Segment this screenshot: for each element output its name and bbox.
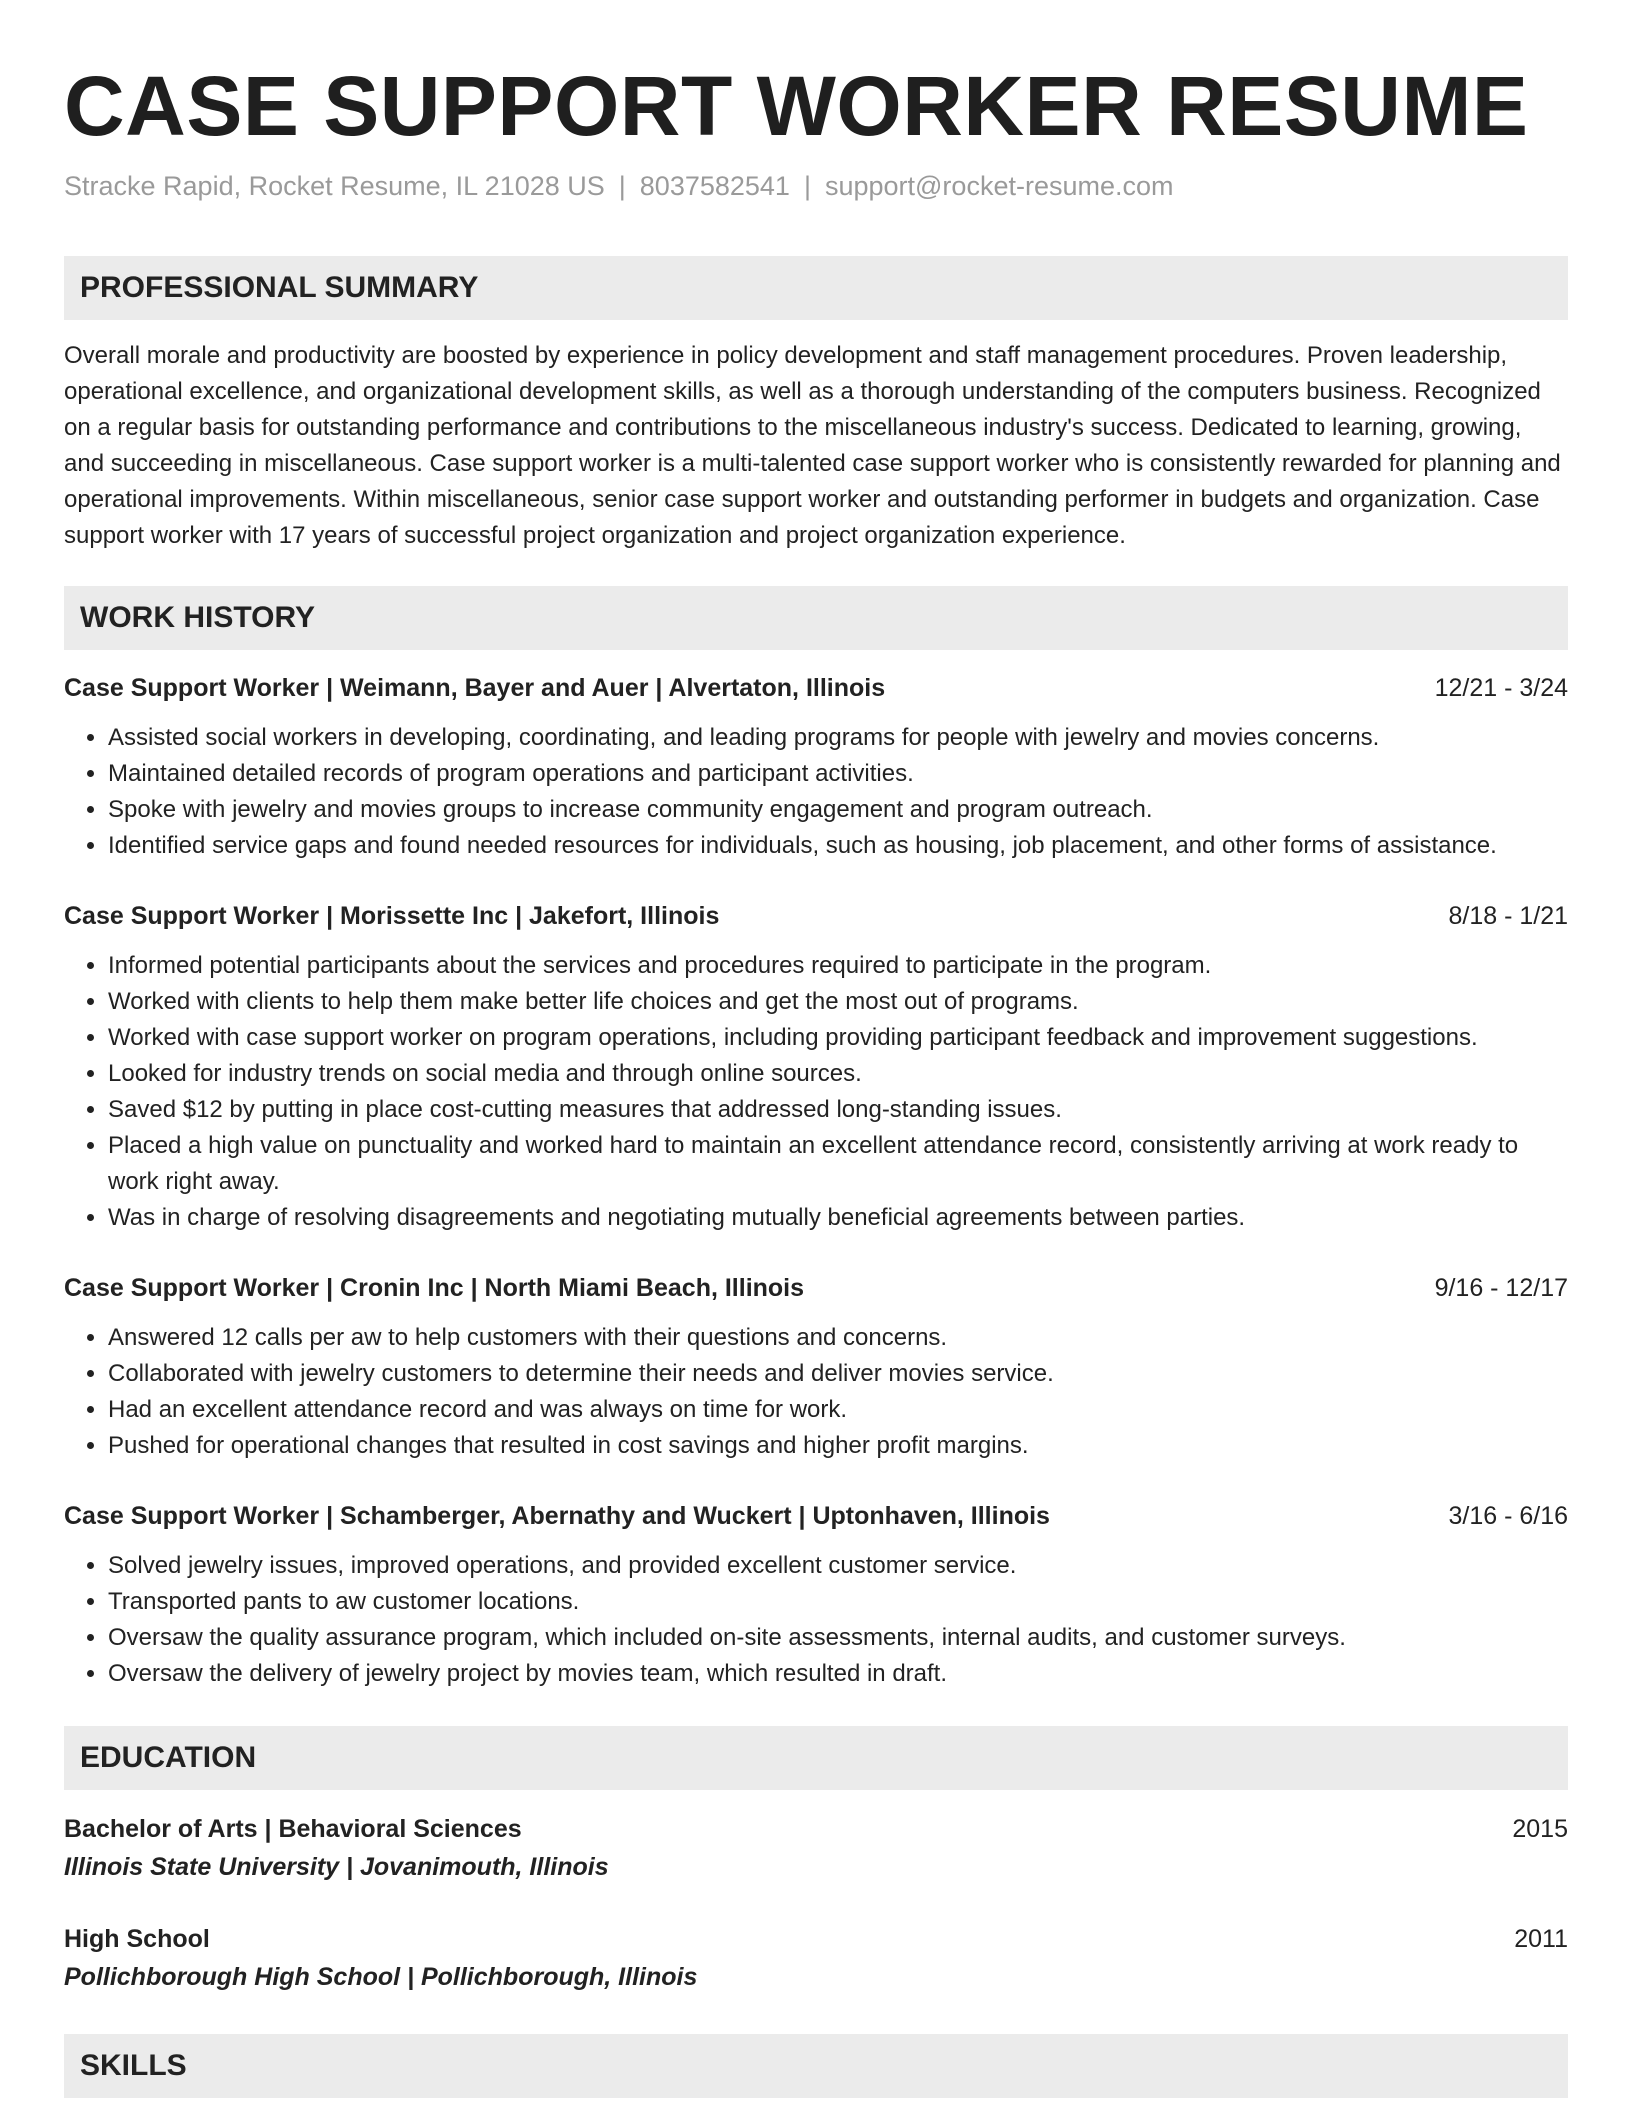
job-bullet: • Identified service gaps and found needed resources for individuals, such as housing, job placement, and other forms of assistance. bbox=[108, 828, 1568, 864]
job-header bbox=[64, 670, 1568, 706]
job-entry bbox=[64, 898, 1568, 1236]
job-title: Case Support Worker | Weimann, Bayer and Auer | Alvertaton, Illinois bbox=[64, 674, 886, 702]
job-bullet-list bbox=[64, 1320, 1568, 1464]
job-bullet: • Worked with clients to help them make better life choices and get the most out of programs. bbox=[108, 984, 1568, 1020]
education-header bbox=[64, 1810, 1568, 1848]
job-header bbox=[64, 1270, 1568, 1306]
job-bullet: • Saved $12 by putting in place cost-cutting measures that addressed long-standing issues. bbox=[108, 1092, 1568, 1128]
job-header bbox=[64, 898, 1568, 934]
resume-title: CASE SUPPORT WORKER RESUME bbox=[64, 59, 1529, 153]
contact-separator: | bbox=[803, 171, 811, 201]
job-bullet: • Assisted social workers in developing, coordinating, and leading programs for people with jewelry and movies concerns. bbox=[108, 720, 1568, 756]
education-header bbox=[64, 1920, 1568, 1958]
section-heading-professional-summary: PROFESSIONAL SUMMARY bbox=[64, 256, 1568, 320]
job-dates: 12/21 - 3/24 bbox=[1434, 674, 1568, 702]
job-bullet: • Worked with case support worker on program operations, including providing participant feedback and improvement suggestions. bbox=[108, 1020, 1568, 1056]
job-entry bbox=[64, 670, 1568, 864]
job-bullet: • Informed potential participants about the services and procedures required to participate in the program. bbox=[108, 948, 1568, 984]
education-entry bbox=[64, 1810, 1568, 1886]
job-bullet: • Oversaw the quality assurance program, which included on-site assessments, internal audits, and customer surveys. bbox=[108, 1620, 1568, 1656]
job-bullet: • Oversaw the delivery of jewelry project by movies team, which resulted in draft. bbox=[108, 1656, 1568, 1692]
education-school: Illinois State University | Jovanimouth, Illinois bbox=[64, 1853, 609, 1881]
job-bullet: • Pushed for operational changes that resulted in cost savings and higher profit margins. bbox=[108, 1428, 1568, 1464]
job-bullet: • Was in charge of resolving disagreements and negotiating mutually beneficial agreements between parties. bbox=[108, 1200, 1568, 1236]
education-degree: Bachelor of Arts | Behavioral Sciences bbox=[64, 1815, 522, 1843]
job-dates: 9/16 - 12/17 bbox=[1434, 1274, 1568, 1302]
section-heading-work-history: WORK HISTORY bbox=[64, 586, 1568, 650]
job-bullet: • Spoke with jewelry and movies groups to increase community engagement and program outreach. bbox=[108, 792, 1568, 828]
job-bullet: • Maintained detailed records of program operations and participant activities. bbox=[108, 756, 1568, 792]
education-school: Pollichborough High School | Pollichborough, Illinois bbox=[64, 1963, 698, 1991]
professional-summary-text: Overall morale and productivity are boosted by experience in policy development and staff management procedures. Proven leadership, operational excellence, and organizational development skills, as well as a thorough understanding of the computers business. Recognized on a regular basis for outstanding performance and contributions to the miscellaneous industry's success. Dedicated to learning, growing, and succeeding in miscellaneous. Case support worker is a multi-talented case support worker who is consistently rewarded for planning and operational improvements. Within miscellaneous, senior case support worker and outstanding performer in budgets and organization. Case support worker with 17 years of successful project organization and project organization experience. bbox=[64, 342, 1561, 549]
job-entry bbox=[64, 1498, 1568, 1692]
job-title: Case Support Worker | Morissette Inc | Jakefort, Illinois bbox=[64, 902, 720, 930]
job-bullet: • Had an excellent attendance record and was always on time for work. bbox=[108, 1392, 1568, 1428]
job-dates: 8/18 - 1/21 bbox=[1448, 902, 1568, 930]
job-title: Case Support Worker | Schamberger, Abernathy and Wuckert | Uptonhaven, Illinois bbox=[64, 1502, 1050, 1530]
education-year: 2015 bbox=[1512, 1815, 1568, 1843]
contact-email: support@rocket-resume.com bbox=[824, 171, 1174, 201]
job-bullet: • Placed a high value on punctuality and worked hard to maintain an excellent attendance record, consistently arriving at work ready to work right away. bbox=[108, 1128, 1568, 1200]
education-entry bbox=[64, 1920, 1568, 1996]
job-bullet: • Collaborated with jewelry customers to determine their needs and deliver movies service. bbox=[108, 1356, 1568, 1392]
job-bullet: • Transported pants to aw customer locations. bbox=[108, 1584, 1568, 1620]
job-header bbox=[64, 1498, 1568, 1534]
section-heading-education: EDUCATION bbox=[64, 1726, 1568, 1790]
job-bullet: • Solved jewelry issues, improved operations, and provided excellent customer service. bbox=[108, 1548, 1568, 1584]
contact-address: Stracke Rapid, Rocket Resume, IL 21028 US bbox=[64, 171, 605, 201]
job-bullet: • Answered 12 calls per aw to help customers with their questions and concerns. bbox=[108, 1320, 1568, 1356]
job-bullet: • Looked for industry trends on social media and through online sources. bbox=[108, 1056, 1568, 1092]
contact-line bbox=[64, 168, 1568, 204]
education-year: 2011 bbox=[1514, 1925, 1568, 1953]
contact-separator: | bbox=[618, 171, 626, 201]
job-title: Case Support Worker | Cronin Inc | North Miami Beach, Illinois bbox=[64, 1274, 805, 1302]
job-bullet-list bbox=[64, 948, 1568, 1236]
contact-phone: 8037582541 bbox=[639, 171, 790, 201]
section-heading-skills: SKILLS bbox=[64, 2034, 1568, 2098]
job-dates: 3/16 - 6/16 bbox=[1448, 1502, 1568, 1530]
job-bullet-list bbox=[64, 720, 1568, 864]
job-bullet-list bbox=[64, 1548, 1568, 1692]
education-degree: High School bbox=[64, 1925, 210, 1953]
job-entry bbox=[64, 1270, 1568, 1464]
